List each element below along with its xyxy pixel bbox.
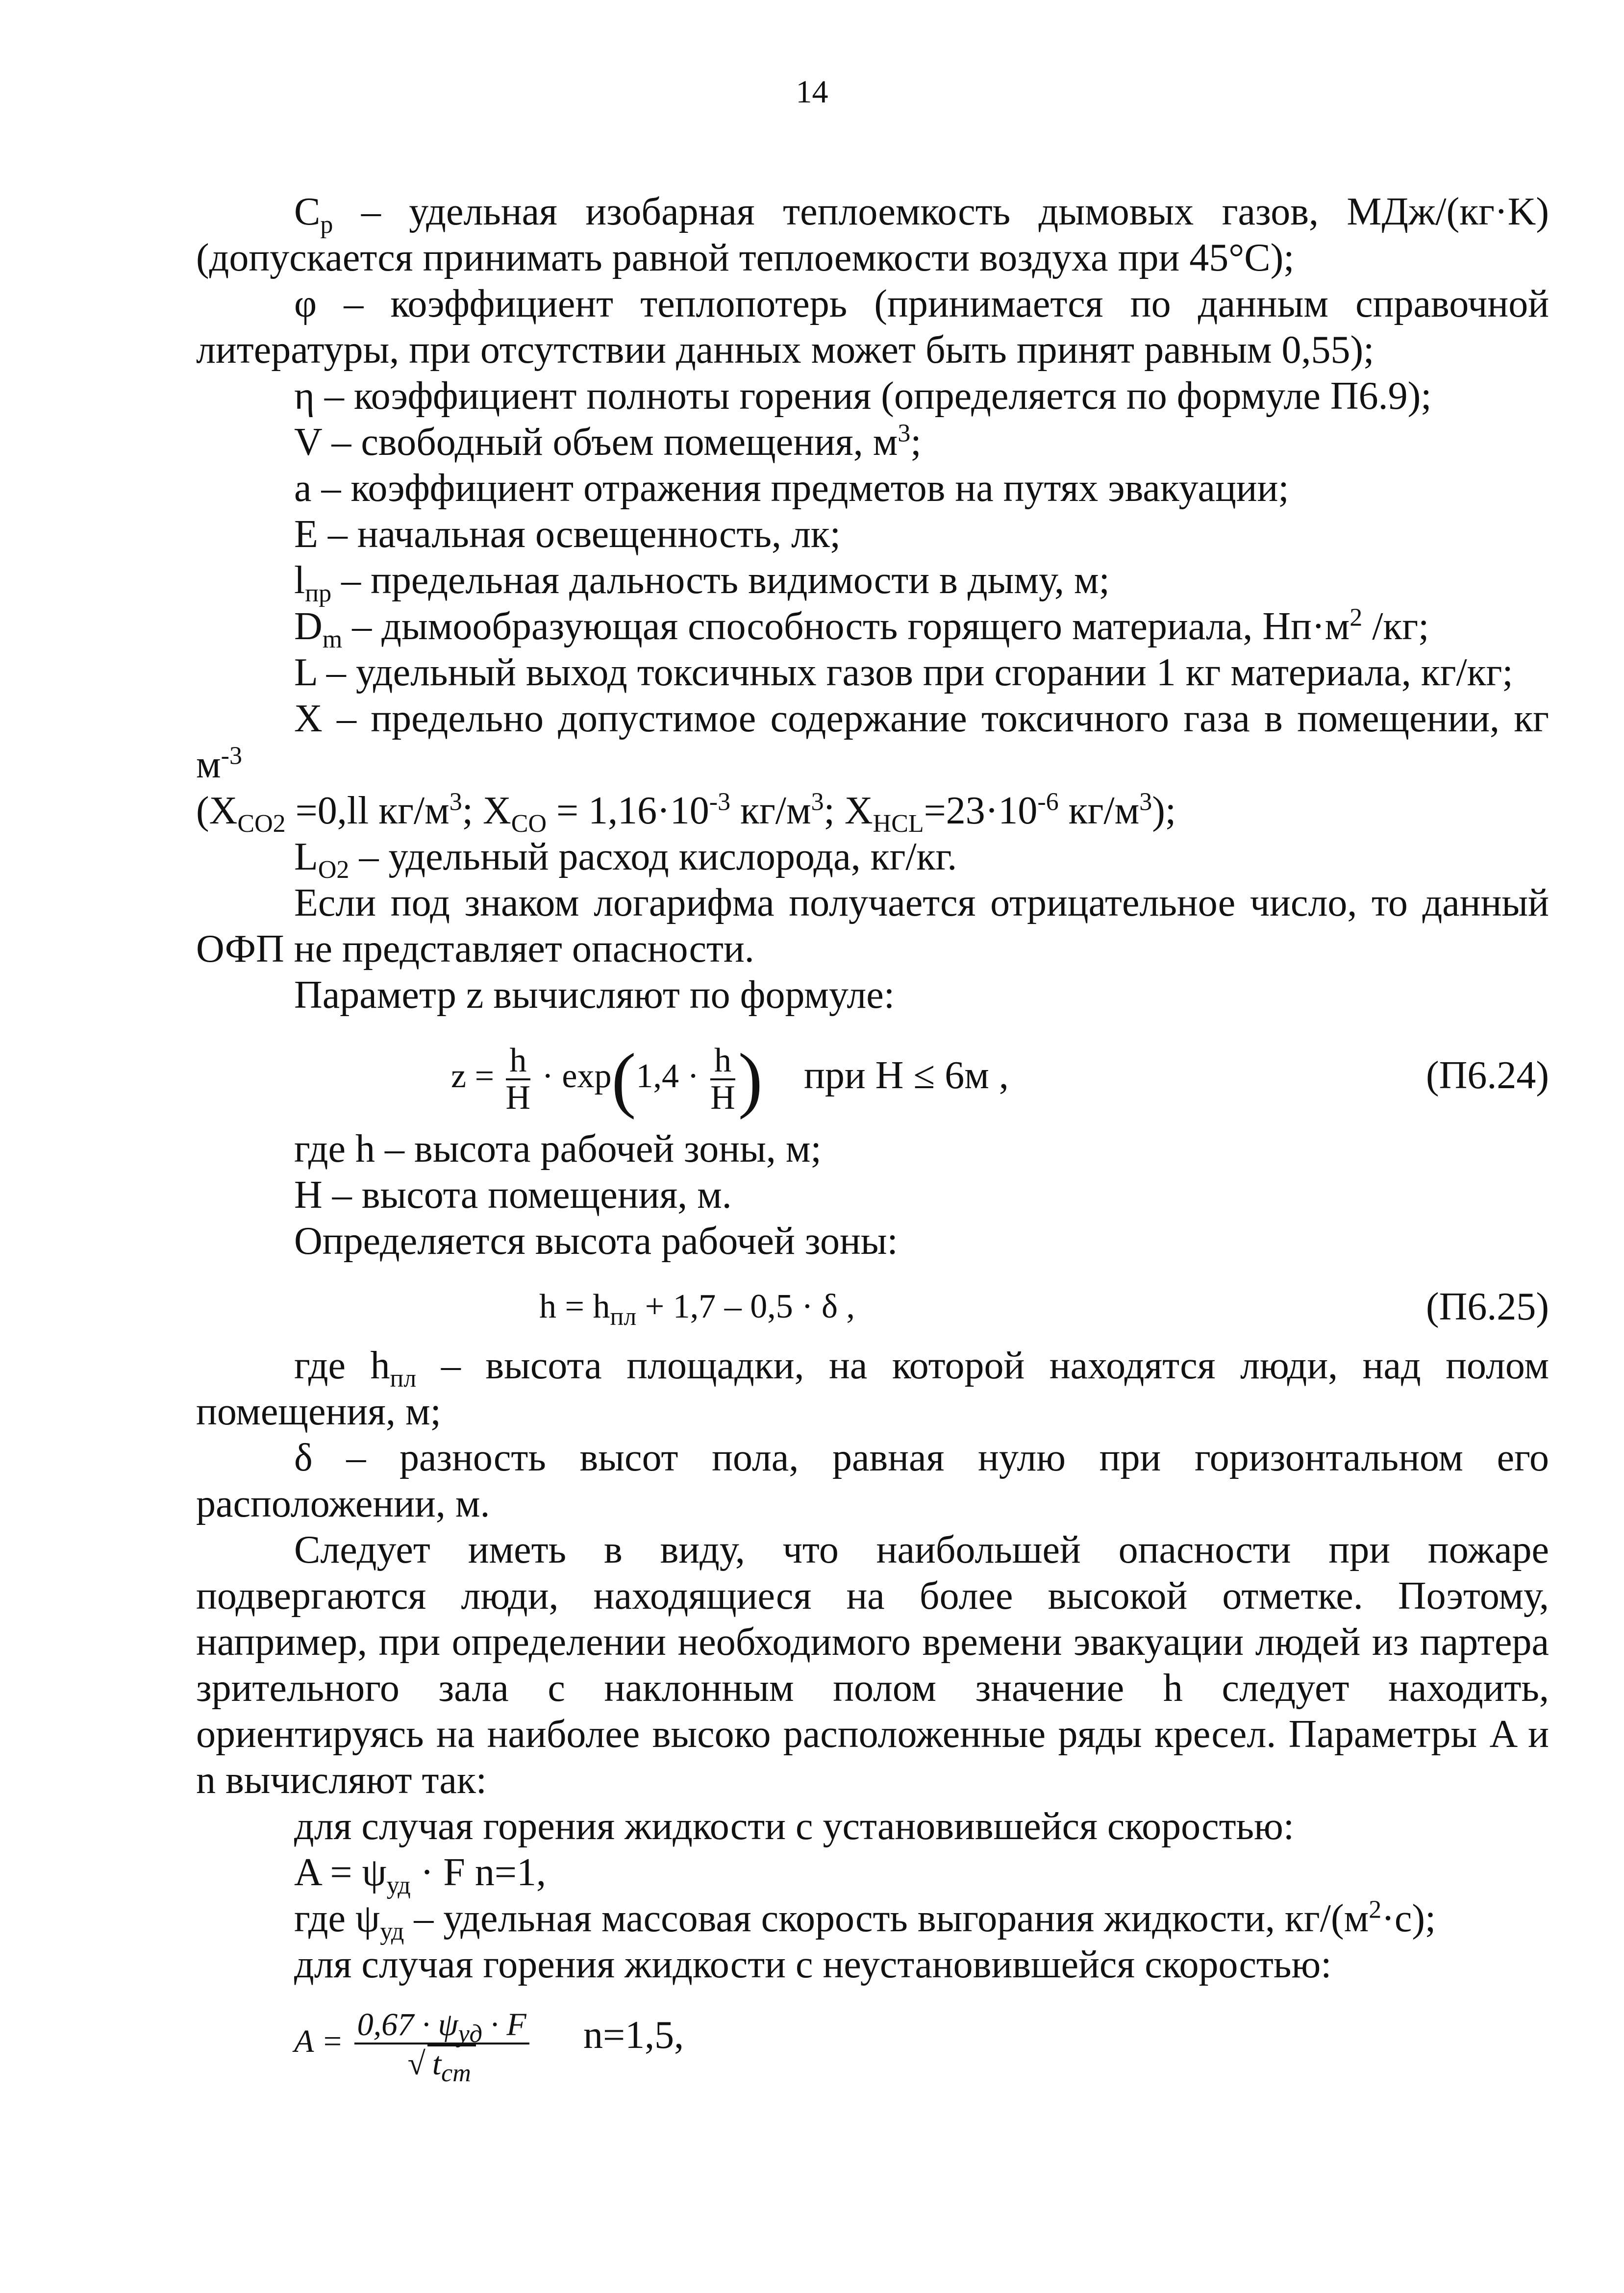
formula-a-expression: A = $\frac{0,67 \cdot \psi_{уд} \cdot F}{√ t_{ст}}$	[294, 2007, 532, 2082]
phi-definition: φ – коэффициент теплопотерь (принимается по данным справочной литературы, при отсутствии данных может быть принят равным 0,55);	[196, 282, 1549, 372]
formula-number: (П6.24)	[1425, 1054, 1549, 1097]
dm-definition: $D_m$ – дымообразующая способность горящего материала, $Нп\cdot м^2$ /кг;	[294, 603, 1429, 653]
a-definition: a – коэффициент отражения предметов на путях эвакуации;	[294, 467, 1289, 510]
formula-number: (П6.25)	[1425, 1285, 1549, 1328]
lpr-definition: $l_{пр}$ – предельная дальность видимости в дыму, м;	[294, 559, 1110, 607]
formula-a-tail: n=1,5,	[583, 2014, 684, 2057]
fraction-h-over-H: $\frac{h}{H}$	[505, 1042, 531, 1117]
H-definition: H – высота помещения, м.	[294, 1173, 732, 1217]
v-definition: V – свободный объем помещения, $м^3$;	[294, 419, 922, 464]
formula-p6-24	[196, 1023, 1549, 1121]
height-note: Следует иметь в виду, что наибольшей опасности при пожаре подвергаются люди, находящиеся на более высокой отметке. Поэтому, например, при определении необходимого времени эвакуации людей из партера зрительного зала с наклонным полом значение h следует находить, ориентируясь на наиболее высоко расположенные ряды кресел. Параметры A и n вычисляют так:	[196, 1528, 1549, 1802]
formula-condition: при H ≤ 6м ,	[804, 1054, 1009, 1097]
eta-definition: η – коэффициент полноты горения (определяется по формуле П6.9);	[294, 374, 1432, 418]
hpl-definition: где $h_{пл}$ – высота площадки, на которой находятся люди, над полом помещения, м;	[196, 1344, 1549, 1433]
formula-a-unsteady	[196, 1988, 1549, 2086]
l-definition: L – удельный выход токсичных газов при сгорании 1 кг материала, кг/кг;	[294, 651, 1513, 694]
formula-h-expression: $h = h_{пл} + 1,7 - 0,5 \cdot \delta$ ,	[539, 1288, 855, 1331]
unsteady-case: для случая горения жидкости с неустановившейся скоростью:	[294, 1943, 1332, 1986]
log-note: Если под знаком логарифма получается отрицательное число, то данный ОФП не представляет опасности.	[196, 881, 1549, 971]
fraction-a: $\frac{0,67 \cdot \psi_{уд} \cdot F}{√ t_{ст}}$	[354, 2007, 529, 2082]
steady-formula: $A = \psi_{уд} \cdot F$ n=1,	[294, 1851, 546, 1899]
x-values: ($X_{CO2} =0,ll$ $кг/м^3$; $X_{CO} = 1,16\cdot 10^{-3}$ $кг/м^3$; $X_{HCL}=23\cdot 10^{-6}$ $кг/м^3$);	[196, 788, 1176, 838]
h-definition: где h – высота рабочей зоны, м;	[294, 1127, 822, 1171]
page-number: 14	[796, 74, 828, 110]
psi-definition: где $\psi_{уд}$ – удельная массовая скорость выгорания жидкости, $кг/(м^2\cdot с)$;	[294, 1895, 1436, 1945]
work-zone-intro: Определяется высота рабочей зоны:	[294, 1220, 898, 1263]
z-intro: Параметр z вычисляют по формуле:	[294, 973, 895, 1017]
cp-definition: $C_p$ – удельная изобарная теплоемкость дымовых газов, МДж/(кг·K) (допускается принимать равной теплоемкости воздуха при 45°С);	[196, 190, 1549, 279]
formula-p6-25	[196, 1269, 1549, 1338]
fraction-h-over-H-inner: $\frac{h}{H}$	[710, 1042, 735, 1117]
x-definition: X – предельно допустимое содержание токсичного газа в помещении, кг $м^{-3}$	[196, 697, 1549, 786]
e-definition: E – начальная освещенность, лк;	[294, 513, 841, 556]
steady-case: для случая горения жидкости с установившейся скоростью:	[294, 1805, 1295, 1848]
formula-z-expression: z = $\frac{h}{H}$ · exp(1,4 · $\frac{h}{H}$ )	[451, 1039, 763, 1120]
body-text	[196, 189, 1549, 2091]
lo2-definition: $L_{O2}$ – удельный расход кислорода, кг/кг.	[294, 835, 957, 884]
delta-definition: δ – разность высот пола, равная нулю при горизонтальном его расположении, м.	[196, 1436, 1549, 1525]
